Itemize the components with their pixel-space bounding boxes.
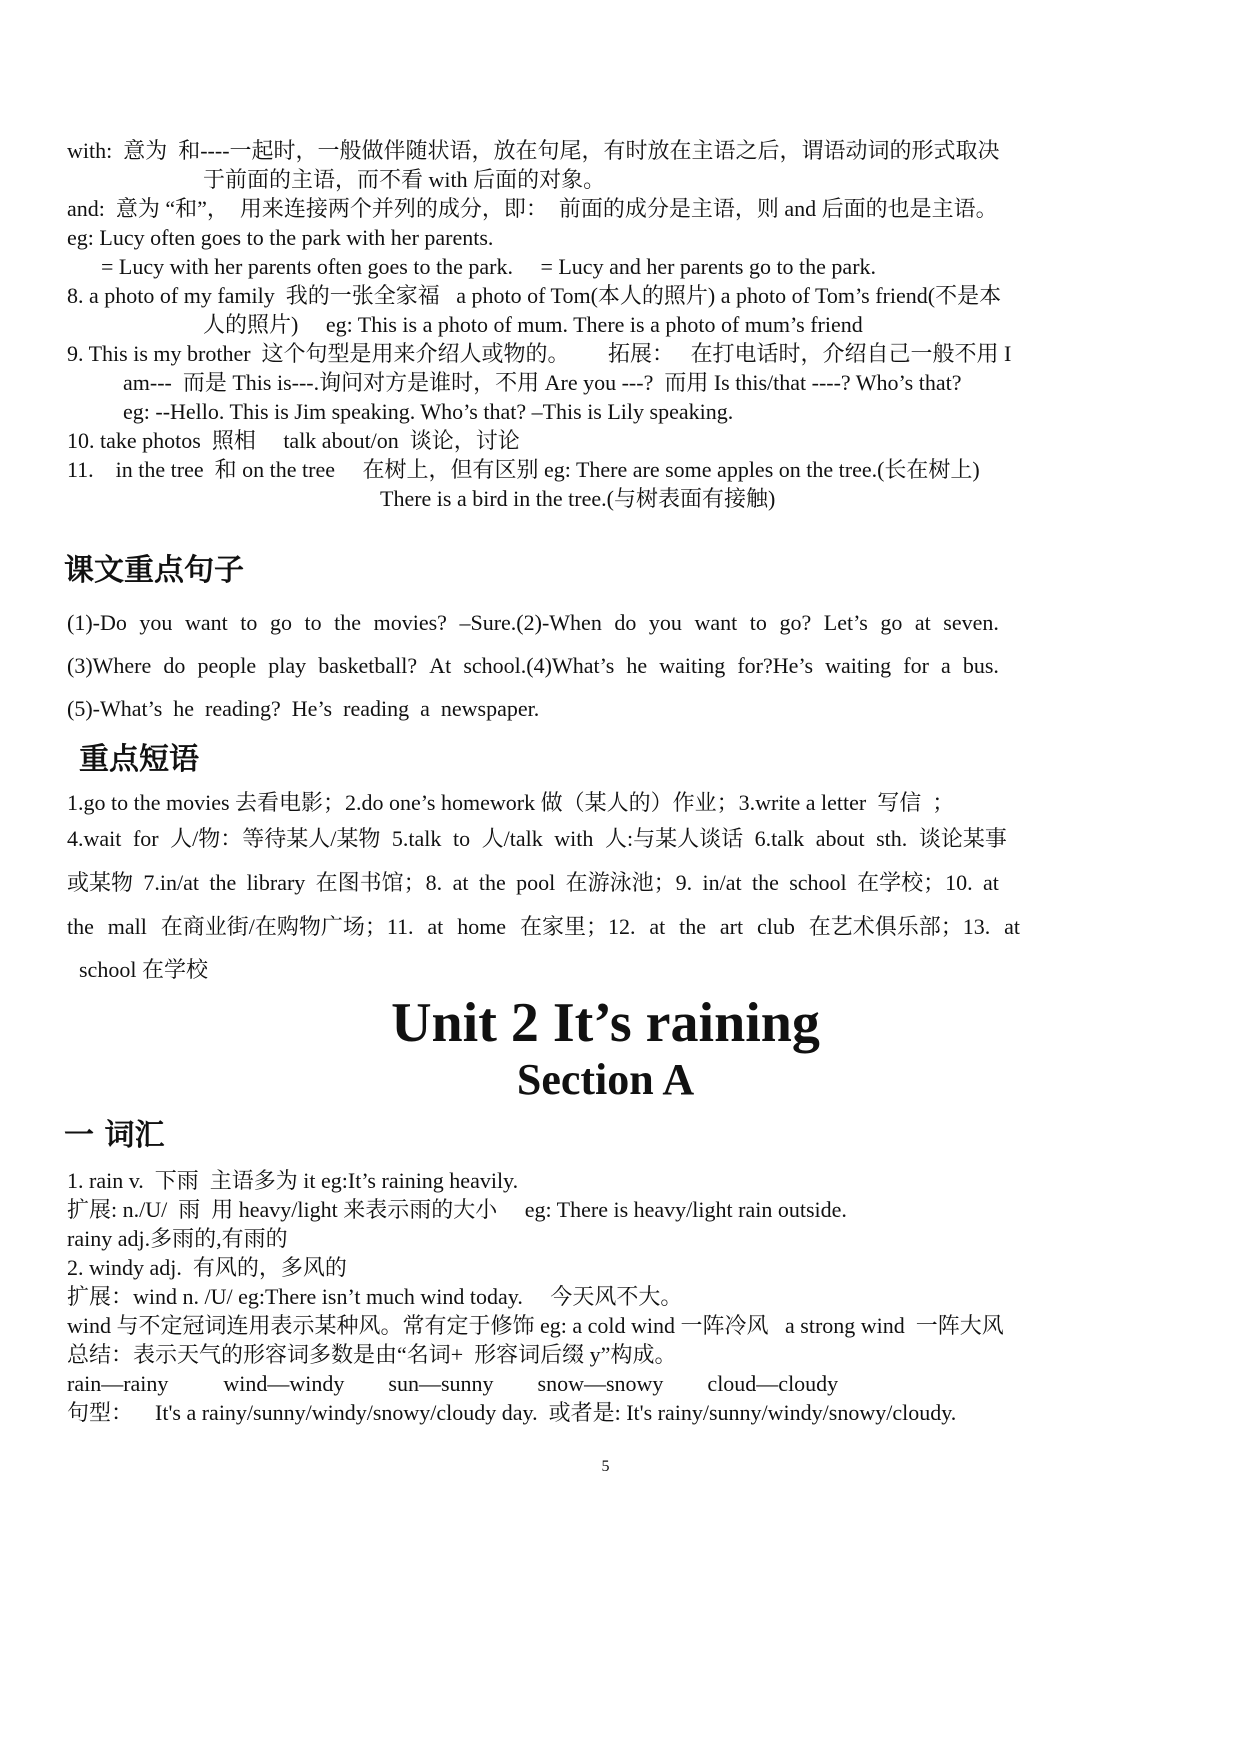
key-sentences-heading: 课文重点句子	[64, 553, 244, 588]
phrase-word: 在商业街/在购物广场；11.	[160, 914, 414, 939]
sentence-word: at	[914, 610, 931, 635]
key-sentence-line	[67, 653, 999, 679]
phrase-word: the	[478, 870, 506, 895]
phrase-word: art	[719, 914, 744, 939]
phrase-word: the	[209, 870, 237, 895]
phrase-word: home	[457, 914, 507, 939]
vocab-heading: 一 词汇	[64, 1118, 165, 1153]
vocab-line: 1. rain v. 下雨 主语多为 it eg:It’s raining heavily.	[67, 1168, 519, 1193]
key-phrase-line	[67, 914, 1020, 940]
sentence-word: basketball?	[318, 653, 418, 678]
sentence-word: want	[694, 610, 738, 635]
sentence-word: want	[184, 610, 228, 635]
sentence-word: you	[139, 610, 173, 635]
sentence-word: people	[197, 653, 257, 678]
sentence-word: play	[268, 653, 307, 678]
sentence-word: bus.	[962, 653, 999, 678]
note-line: = Lucy with her parents often goes to the park. = Lucy and her parents go to the park.	[101, 254, 877, 279]
vocab-line: 扩展：wind n. /U/ eg:There isn’t much wind today. 今天风不大。	[67, 1284, 683, 1309]
note-line: 11. in the tree 和 on the tree 在树上，但有区别 eg: There are some apples on the tree.(长在树上)	[67, 457, 980, 482]
vocab-line: 总结：表示天气的形容词多数是由“名词+ 形容词后缀 y”构成。	[67, 1342, 677, 1367]
phrase-word: in/at	[702, 870, 742, 895]
sentence-word: a	[941, 653, 951, 678]
phrase-word: with	[554, 826, 594, 851]
sentence-word: (1)-Do	[67, 610, 127, 635]
sentence-word: go	[880, 610, 903, 635]
phrase-word: club	[756, 914, 795, 939]
phrase-word: 或某物	[67, 870, 134, 895]
vocab-line: 句型： It's a rainy/sunny/windy/snowy/cloudy day. 或者是: It's rainy/sunny/windy/snowy/cloudy.	[67, 1400, 957, 1425]
phrase-word: 在家里；12.	[519, 914, 636, 939]
phrase-word: to	[452, 826, 471, 851]
note-line: 于前面的主语，而不看 with 后面的对象。	[203, 167, 606, 192]
sentence-word: school.(4)What’s	[463, 653, 615, 678]
phrase-word: for	[132, 826, 159, 851]
vocab-line: rain—rainy wind—windy sun—sunny snow—snowy cloud—cloudy	[67, 1371, 839, 1396]
sentence-word: waiting	[825, 653, 892, 678]
key-phrases-heading: 重点短语	[79, 742, 199, 777]
note-line: and: 意为 “和”， 用来连接两个并列的成分，即： 前面的成分是主语，则 and 后面的也是主语。	[67, 196, 998, 221]
phrase-word: 在游泳池；9.	[565, 870, 693, 895]
sentence-word: to	[304, 610, 322, 635]
note-line: eg: --Hello. This is Jim speaking. Who’s that? –This is Lily speaking.	[123, 399, 734, 424]
phrase-word: sth.	[876, 826, 908, 851]
phrase-word: about	[815, 826, 865, 851]
phrase-word: at	[982, 870, 999, 895]
key-phrase-line	[67, 826, 1007, 852]
unit-title: Unit 2 It’s raining	[391, 992, 820, 1054]
sentence-word: go	[269, 610, 292, 635]
sentence-word: the	[334, 610, 362, 635]
phrase-word: the	[679, 914, 706, 939]
page-number: 5	[601, 1458, 610, 1475]
phrase-word: pool	[516, 870, 556, 895]
sentence-word: go?	[779, 610, 812, 635]
phrase-word: 人:与某人谈话	[604, 826, 744, 851]
key-sentence-line	[67, 610, 999, 636]
sentence-word: do	[163, 653, 186, 678]
sentence-word: he	[626, 653, 648, 678]
phrase-word: the	[67, 914, 94, 939]
key-phrase-line: 1.go to the movies 去看电影；2.do one’s homework 做（某人的）作业；3.write a letter 写信 ；	[67, 790, 955, 815]
phrase-word: 5.talk	[391, 826, 442, 851]
note-line: 10. take photos 照相 talk about/on 谈论，讨论	[67, 428, 520, 453]
key-phrase-line	[67, 870, 999, 896]
sentence-word: for?He’s	[737, 653, 814, 678]
phrase-word: 6.talk	[754, 826, 805, 851]
phrase-word: 在艺术俱乐部；13.	[808, 914, 991, 939]
section-title: Section A	[516, 1055, 695, 1104]
phrase-word: 4.wait	[67, 826, 122, 851]
note-line: 9. This is my brother 这个句型是用来介绍人或物的。 拓展： 在打电话时，介绍自己一般不用 I	[67, 341, 1012, 366]
sentence-word: At	[429, 653, 452, 678]
sentence-word: seven.	[943, 610, 999, 635]
sentence-word: waiting	[659, 653, 726, 678]
vocab-line: rainy adj.多雨的,有雨的	[67, 1226, 288, 1251]
vocab-line: wind 与不定冠词连用表示某种风。常有定于修饰 eg: a cold wind 一阵冷风 a strong wind 一阵大风	[67, 1313, 1004, 1338]
phrase-word: at	[452, 870, 469, 895]
phrase-word: 谈论某事	[918, 826, 1007, 851]
sentence-word: to	[749, 610, 767, 635]
sentence-word: (3)Where	[67, 653, 152, 678]
phrase-word: 7.in/at	[143, 870, 199, 895]
sentence-word: to	[240, 610, 258, 635]
note-line: 人的照片) eg: This is a photo of mum. There is a photo of mum’s friend	[203, 312, 863, 337]
phrase-word: 在学校；10.	[857, 870, 973, 895]
phrase-word: library	[246, 870, 306, 895]
phrase-word: 人/物：等待某人/某物	[170, 826, 381, 851]
key-phrase-line: school 在学校	[79, 957, 208, 982]
note-line: with: 意为 和----一起时，一般做伴随状语，放在句尾，有时放在主语之后，谓语动词的形式取决	[67, 138, 1000, 163]
phrase-word: school	[789, 870, 847, 895]
vocab-line: 2. windy adj. 有风的，多风的	[67, 1255, 347, 1280]
sentence-word: for	[903, 653, 929, 678]
phrase-word: 人/talk	[481, 826, 543, 851]
phrase-word: mall	[107, 914, 147, 939]
note-line: am--- 而是 This is---.询问对方是谁时，不用 Are you ---? 而用 Is this/that ----? Who’s that?	[123, 370, 962, 395]
sentence-word: movies?	[373, 610, 447, 635]
phrase-word: the	[751, 870, 779, 895]
phrase-word: at	[427, 914, 444, 939]
vocab-line: 扩展: n./U/ 雨 用 heavy/light 来表示雨的大小 eg: There is heavy/light rain outside.	[67, 1197, 847, 1222]
phrase-word: at	[1004, 914, 1020, 939]
sentence-word: Let’s	[823, 610, 868, 635]
note-line: eg: Lucy often goes to the park with her parents.	[67, 225, 494, 250]
sentence-word: you	[648, 610, 682, 635]
phrase-word: at	[649, 914, 666, 939]
sentence-word: do	[614, 610, 637, 635]
sentence-word: –Sure.(2)-When	[459, 610, 602, 635]
key-sentence-line: (5)-What’s he reading? He’s reading a newspaper.	[67, 696, 540, 721]
note-line: 8. a photo of my family 我的一张全家福 a photo of Tom(本人的照片) a photo of Tom’s friend(不是本	[67, 283, 1002, 308]
note-line: There is a bird in the tree.(与树表面有接触)	[380, 486, 776, 511]
phrase-word: 在图书馆；8.	[315, 870, 443, 895]
